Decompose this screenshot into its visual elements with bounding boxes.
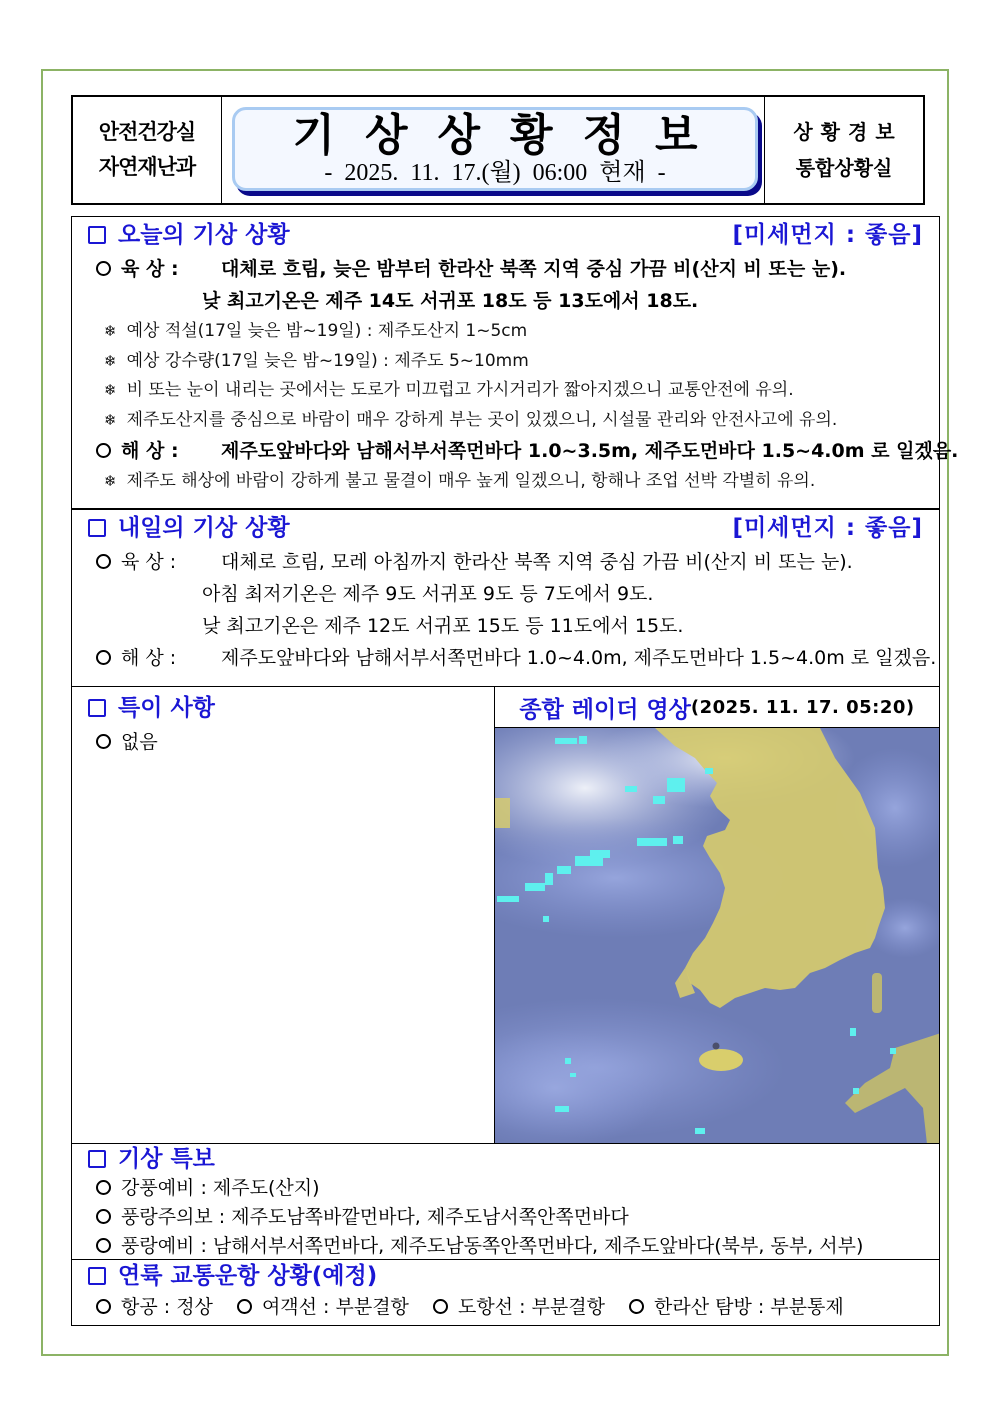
warning-item	[72, 1203, 939, 1232]
office-line1: 상황경보	[793, 120, 903, 144]
land-line: 대체로 흐림, 늦은 밤부터 한라산 북쪽 지역 중심 가끔 비(산지 비 또는 눈).	[221, 258, 847, 280]
circle-bullet-icon	[96, 1299, 111, 1314]
checkbox-icon	[88, 699, 106, 717]
checkbox-icon	[88, 1150, 106, 1168]
circle-bullet-icon	[96, 650, 111, 665]
fine-dust-status: [미세먼지 : 좋음]	[732, 515, 923, 541]
sea-line: 제주도앞바다와 남해서부서쪽먼바다 1.0~4.0m, 제주도먼바다 1.5~4.0m 로 일겠음.	[221, 647, 937, 669]
transport-island-ferry: 도항선 : 부분결항	[457, 1296, 605, 1318]
section-title-text: 내일의 기상 상황	[118, 515, 290, 541]
land-line: 대체로 흐림, 모레 아침까지 한라산 북쪽 지역 중심 가끔 비(산지 비 또는 눈).	[221, 551, 853, 573]
land-forecast-cont	[72, 285, 939, 317]
department-line1: 안전건강실	[98, 120, 196, 144]
note-text: 예상 강수량(17일 늦은 밤~19일) : 제주도 5~10mm	[126, 350, 529, 371]
land-forecast-cont	[72, 610, 939, 642]
header	[71, 95, 925, 205]
department-line2: 자연재난과	[98, 155, 196, 179]
title-box	[232, 107, 758, 191]
land-label: 육 상 :	[121, 258, 179, 280]
section-tomorrow	[71, 509, 940, 687]
section-warnings	[71, 1143, 940, 1260]
note-item	[72, 317, 939, 347]
land-forecast-cont	[72, 578, 939, 610]
note-text: 비 또는 눈이 내리는 곳에서는 도로가 미끄럽고 가시거리가 짧아지겠으니 교통안전에 유의.	[126, 380, 794, 400]
warning-text: 풍랑주의보 : 제주도남쪽바깥먼바다, 제주도남서쪽안쪽먼바다	[121, 1206, 629, 1228]
note-item	[72, 406, 939, 436]
transport-ferry: 여객선 : 부분결항	[261, 1296, 409, 1318]
circle-bullet-icon	[629, 1299, 644, 1314]
warning-item	[72, 1174, 939, 1203]
circle-bullet-icon	[433, 1299, 448, 1314]
title-area	[222, 97, 764, 203]
asterisk-icon: ❄	[104, 410, 117, 429]
circle-bullet-icon	[96, 443, 111, 458]
land-line: 낮 최고기온은 제주 14도 서귀포 18도 등 13도에서 18도.	[202, 290, 699, 312]
sea-label: 해 상 :	[121, 440, 179, 462]
circle-bullet-icon	[96, 554, 111, 569]
page-subtitle-date: - 2025. 11. 17.(월) 06:00 현재 -	[324, 160, 666, 186]
circle-bullet-icon	[96, 1238, 111, 1253]
note-text: 제주도산지를 중심으로 바람이 매우 강하게 부는 곳이 있겠으니, 시설물 관리와 안전사고에 유의.	[126, 409, 838, 430]
circle-bullet-icon	[96, 261, 111, 276]
sea-forecast	[72, 642, 939, 674]
circle-bullet-icon	[96, 1209, 111, 1224]
radar-image	[495, 728, 939, 1143]
sea-label: 해 상 :	[121, 647, 177, 669]
special-item-text: 없음	[121, 731, 158, 753]
warning-text: 강풍예비 : 제주도(산지)	[121, 1177, 320, 1199]
radar-map-graphic	[495, 728, 939, 1143]
transport-status-row	[72, 1292, 939, 1322]
checkbox-icon	[88, 226, 106, 244]
transport-hallasan-trail: 한라산 탐방 : 부분통제	[653, 1296, 844, 1318]
warning-item	[72, 1232, 939, 1261]
note-item	[72, 467, 939, 497]
section-title-text: 연륙 교통운항 상황(예정)	[118, 1263, 378, 1289]
radar-title	[495, 687, 939, 728]
checkbox-icon	[88, 1267, 106, 1285]
note-item	[72, 376, 939, 406]
section-title-text: 특이 사항	[118, 695, 215, 721]
page-title: 기상상황정보	[292, 110, 728, 161]
section-transport	[71, 1259, 940, 1326]
note-item	[72, 347, 939, 377]
office-block	[764, 97, 923, 203]
note-text: 예상 적설(17일 늦은 밤~19일) : 제주도산지 1~5cm	[126, 321, 528, 341]
section-special	[72, 687, 495, 1143]
asterisk-icon: ❄	[104, 381, 117, 399]
note-text: 제주도 해상에 바람이 강하게 불고 물결이 매우 높게 일겠으니, 항해나 조업 선박 각별히 유의.	[126, 471, 816, 491]
transport-air: 항공 : 정상	[121, 1296, 213, 1318]
department-block	[73, 97, 222, 203]
section-special-radar	[71, 686, 940, 1144]
checkbox-icon	[88, 519, 106, 537]
section-radar	[495, 687, 939, 1143]
land-line: 낮 최고기온은 제주 12도 서귀포 15도 등 11도에서 15도.	[202, 615, 684, 637]
section-title	[72, 1144, 939, 1174]
circle-bullet-icon	[96, 734, 111, 749]
land-line: 아침 최저기온은 제주 9도 서귀포 9도 등 7도에서 9도.	[202, 583, 654, 605]
sea-forecast	[72, 435, 959, 467]
asterisk-icon: ❄	[104, 472, 117, 490]
radar-title-text: 종합 레이더 영상	[519, 696, 691, 723]
section-title-text: 기상 특보	[118, 1146, 215, 1172]
asterisk-icon: ❄	[104, 351, 117, 370]
circle-bullet-icon	[237, 1299, 252, 1314]
asterisk-icon: ❄	[104, 322, 117, 340]
special-item	[72, 726, 494, 758]
warning-text: 풍랑예비 : 남해서부서쪽먼바다, 제주도남동쪽안쪽먼바다, 제주도앞바다(북부, 동부, 서부)	[121, 1235, 864, 1257]
radar-timestamp: (2025. 11. 17. 05:20)	[690, 696, 915, 718]
office-line2: 통합상황실	[795, 156, 893, 180]
section-today	[71, 216, 959, 509]
section-title	[72, 1260, 939, 1292]
section-title	[72, 690, 494, 726]
circle-bullet-icon	[96, 1180, 111, 1195]
land-forecast	[72, 253, 939, 285]
fine-dust-status: [미세먼지 : 좋음]	[732, 222, 923, 248]
section-title-text: 오늘의 기상 상황	[118, 222, 290, 248]
land-forecast	[72, 546, 939, 578]
sea-line: 제주도앞바다와 남해서부서쪽먼바다 1.0~3.5m, 제주도먼바다 1.5~4.0m 로 일겠음.	[221, 440, 959, 462]
land-label: 육 상 :	[121, 551, 177, 573]
